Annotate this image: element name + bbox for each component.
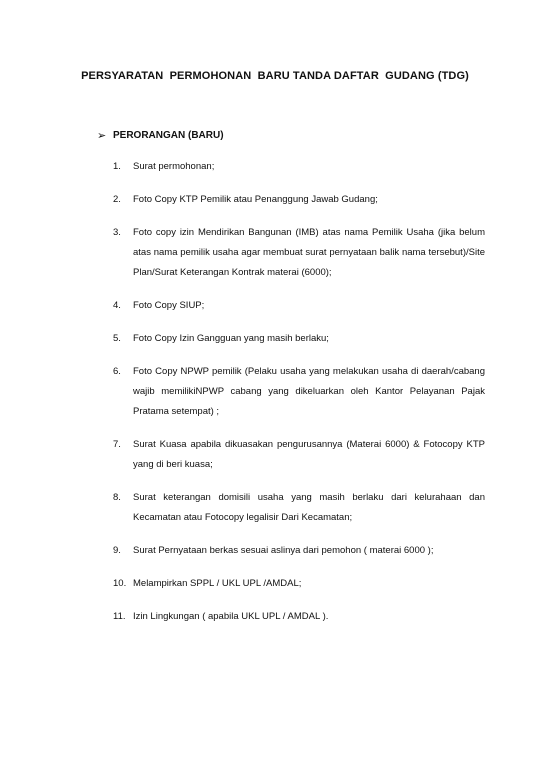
list-item-text: Surat permohonan; [133, 161, 215, 172]
list-item [113, 435, 485, 475]
list-item [113, 607, 485, 627]
arrow-bullet-icon: ➢ [97, 130, 107, 142]
section-title: PERORANGAN (BARU) [113, 130, 224, 141]
list-item-text: Melampirkan SPPL / UKL UPL /AMDAL; [133, 578, 302, 589]
list-item [113, 329, 485, 349]
list-item-number: 10. [113, 578, 127, 589]
list-item-number: 8. [113, 492, 121, 503]
list-item-text: Foto Copy NPWP pemilik (Pelaku usaha yang melakukan usaha di daerah/cabang wajib memilikiNPWP cabang yang dikeluarkan oleh Kantor Pelayanan Pajak Pratama setempat) ; [133, 366, 485, 417]
document-title: PERSYARATAN PERMOHONAN BARU TANDA DAFTAR GUDANG (TDG) [81, 70, 469, 82]
requirements-list [113, 157, 485, 640]
list-item-number: 7. [113, 439, 121, 450]
list-item-number: 3. [113, 227, 121, 238]
list-item-text: Surat Kuasa apabila dikuasakan pengurusannya (Materai 6000) & Fotocopy KTP yang di beri kuasa; [133, 439, 485, 470]
list-item-text: Surat Pernyataan berkas sesuai aslinya dari pemohon ( materai 6000 ); [133, 545, 434, 556]
list-item [113, 223, 485, 283]
list-item [113, 296, 485, 316]
section-heading [97, 129, 224, 142]
list-item-number: 2. [113, 194, 121, 205]
list-item-number: 4. [113, 300, 121, 311]
list-item-text: Surat keterangan domisili usaha yang masih berlaku dari kelurahaan dan Kecamatan atau Fotocopy legalisir Dari Kecamatan; [133, 492, 485, 523]
list-item-number: 5. [113, 333, 121, 344]
list-item-text: Izin Lingkungan ( apabila UKL UPL / AMDAL ). [133, 611, 329, 622]
list-item [113, 362, 485, 422]
list-item-number: 11. [113, 611, 126, 622]
list-item-number: 1. [113, 161, 121, 172]
list-item [113, 574, 485, 594]
list-item [113, 190, 485, 210]
list-item-text: Foto Copy Izin Gangguan yang masih berlaku; [133, 333, 329, 344]
list-item-text: Foto Copy KTP Pemilik atau Penanggung Jawab Gudang; [133, 194, 378, 205]
list-item [113, 541, 485, 561]
list-item-text: Foto copy izin Mendirikan Bangunan (IMB) atas nama Pemilik Usaha (jika belum atas nama pemilik usaha agar membuat surat pernyataan balik nama tersebut)/Site Plan/Surat Keterangan Kontrak materai (6000); [133, 227, 485, 278]
list-item-text: Foto Copy SIUP; [133, 300, 205, 311]
list-item [113, 157, 485, 177]
list-item [113, 488, 485, 528]
list-item-number: 9. [113, 545, 121, 556]
list-item-number: 6. [113, 366, 121, 377]
